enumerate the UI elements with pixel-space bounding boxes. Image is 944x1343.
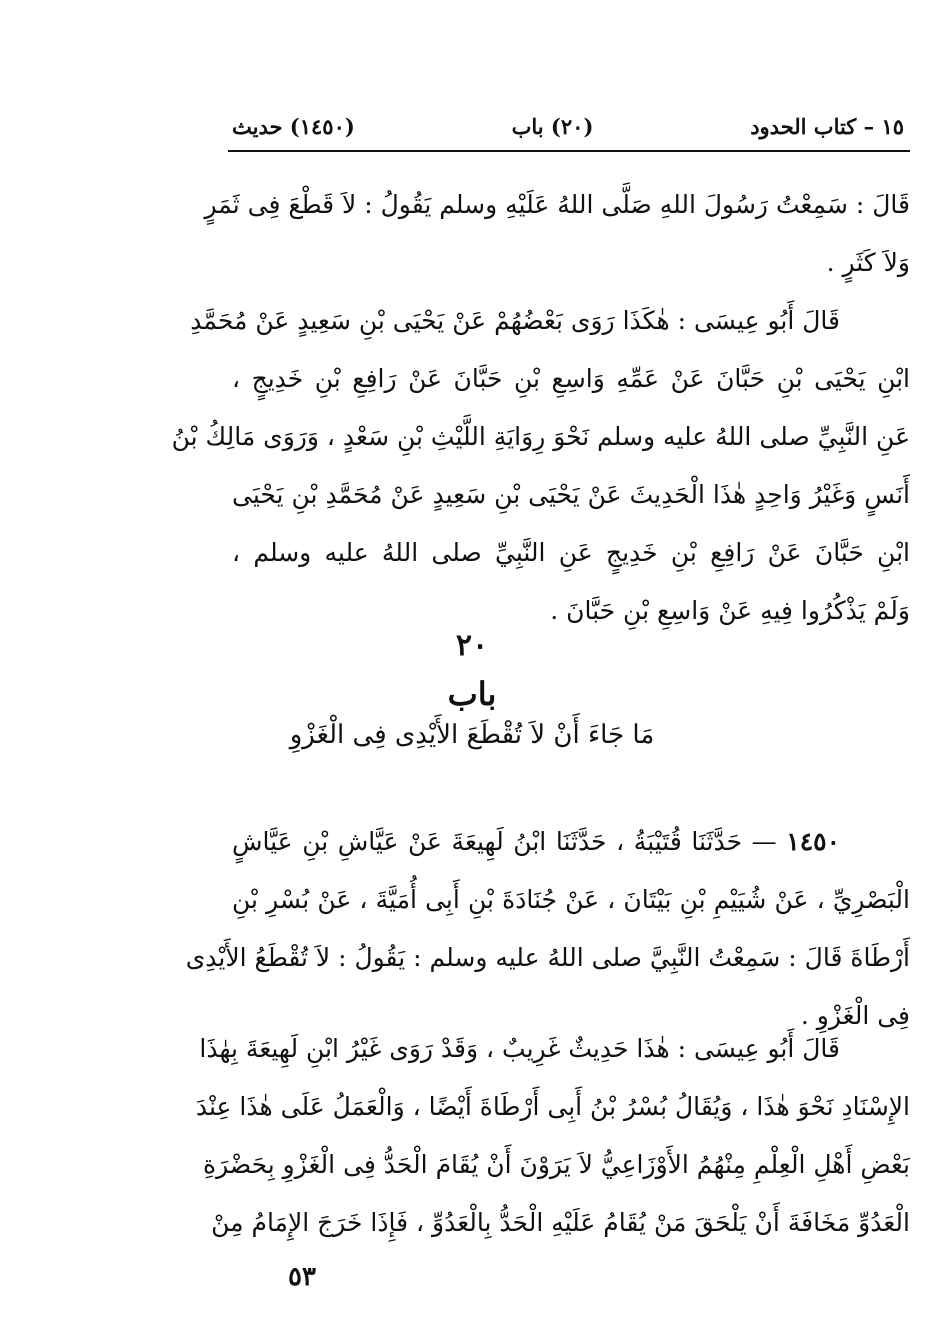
header-hadith-number: (١٤٥٠) حديث bbox=[232, 113, 355, 139]
text-line: الْعَدُوِّ مَخَافَةَ أَنْ يَلْحَقَ مَنْ يُقَامُ عَلَيْهِ الْحَدُّ بِالْعَدُوِّ ، فَإِذَا خَرَجَ الإِمَامُ مِنْ bbox=[211, 1208, 910, 1237]
chapter-title: مَا جَاءَ أَنْ لاَ تُقْطَعَ الأَيْدِى فِى الْغَزْوِ bbox=[289, 720, 655, 750]
text-line-content: — حَدَّثَنَا قُتَيْبَةُ ، حَدَّثَنَا ابْنُ لَهِيعَةَ عَنْ عَيَّاشِ بْنِ عَيَّاشٍ bbox=[232, 827, 777, 856]
header-chapter: (٢٠) باب bbox=[511, 113, 594, 139]
text-line: وَلاَ كَثَرٍ . bbox=[826, 248, 910, 277]
text-block-hadith bbox=[185, 813, 910, 1045]
text-line bbox=[232, 813, 910, 871]
text-block-commentary bbox=[171, 292, 910, 640]
text-line: قَالَ أَبُو عِيسَى : هٰذَا حَدِيثٌ غَرِيبٌ ، وَقَدْ رَوَى غَيْرُ ابْنِ لَهِيعَةَ بِهٰذَا bbox=[199, 1034, 840, 1063]
text-line: الإِسْنَادِ نَحْوَ هٰذَا ، وَيُقَالُ بُسْرُ بْنُ أَبِى أَرْطَاةَ أَيْضًا ، وَالْعَمَلُ عَلَى هٰذَا عِنْدَ bbox=[195, 1092, 910, 1121]
text-line: ابْنِ يَحْيَى بْنِ حَبَّانَ عَنْ عَمِّهِ وَاسِعِ بْنِ حَبَّانَ عَنْ رَافِعِ بْنِ خَدِيجٍ ، bbox=[232, 364, 910, 393]
text-block-continuation bbox=[204, 176, 910, 292]
header-book-title: ١٥ – كتاب الحدود bbox=[750, 113, 904, 139]
text-line: بَعْضِ أَهْلِ الْعِلْمِ مِنْهُمُ الأَوْزَاعِيُّ لاَ يَرَوْنَ أَنْ يُقَامَ الْحَدُّ فِى الْغَزْوِ بِحَضْرَةِ bbox=[203, 1150, 910, 1179]
chapter-number: ٢٠ bbox=[455, 628, 489, 663]
text-line: الْبَصْرِيِّ ، عَنْ شُيَيْمِ بْنِ بَيْتَانَ ، عَنْ جُنَادَةَ بْنِ أَبِى أُمَيَّةَ ، عَنْ بُسْرِ بْنِ bbox=[232, 885, 910, 914]
text-line: قَالَ : سَمِعْتُ رَسُولَ اللهِ صَلَّى اللهُ عَلَيْهِ وسلم يَقُولُ : لاَ قَطْعَ فِى ثَمَرٍ bbox=[204, 190, 910, 219]
text-line: وَلَمْ يَذْكُرُوا فِيهِ عَنْ وَاسِعِ بْنِ حَبَّانَ . bbox=[550, 596, 910, 625]
text-line: قَالَ أَبُو عِيسَى : هٰكَذَا رَوَى بَعْضُهُمْ عَنْ يَحْيَى بْنِ سَعِيدٍ عَنْ مُحَمَّدِ bbox=[190, 306, 840, 335]
text-line: فِى الْغَزْوِ . bbox=[800, 1001, 910, 1030]
page-number: ٥٣ bbox=[288, 1262, 316, 1292]
running-header bbox=[232, 104, 904, 148]
header-rule bbox=[228, 150, 910, 152]
text-line: أَرْطَاةَ قَالَ : سَمِعْتُ النَّبِيَّ صلى اللهُ عليه وسلم : يَقُولُ : لاَ تُقْطَعُ الأَيْدِى bbox=[185, 943, 910, 972]
text-line: ابْنِ حَبَّانَ عَنْ رَافِعِ بْنِ خَدِيجٍ عَنِ النَّبِيِّ صلى اللهُ عليه وسلم ، bbox=[232, 538, 910, 567]
hadith-number: ١٤٥٠ bbox=[786, 827, 841, 856]
text-block-commentary-2 bbox=[195, 1020, 910, 1252]
text-line: أَنَسٍ وَغَيْرُ وَاحِدٍ هٰذَا الْحَدِيثَ عَنْ يَحْيَى بْنِ سَعِيدٍ عَنْ مُحَمَّدِ بْنِ يَحْيَى bbox=[232, 480, 910, 509]
text-line: عَنِ النَّبِيِّ صلى اللهُ عليه وسلم نَحْوَ رِوَايَةِ اللَّيْثِ بْنِ سَعْدٍ ، وَرَوَى مَالِكُ بْنُ bbox=[171, 422, 910, 451]
chapter-heading: باب bbox=[447, 675, 497, 713]
